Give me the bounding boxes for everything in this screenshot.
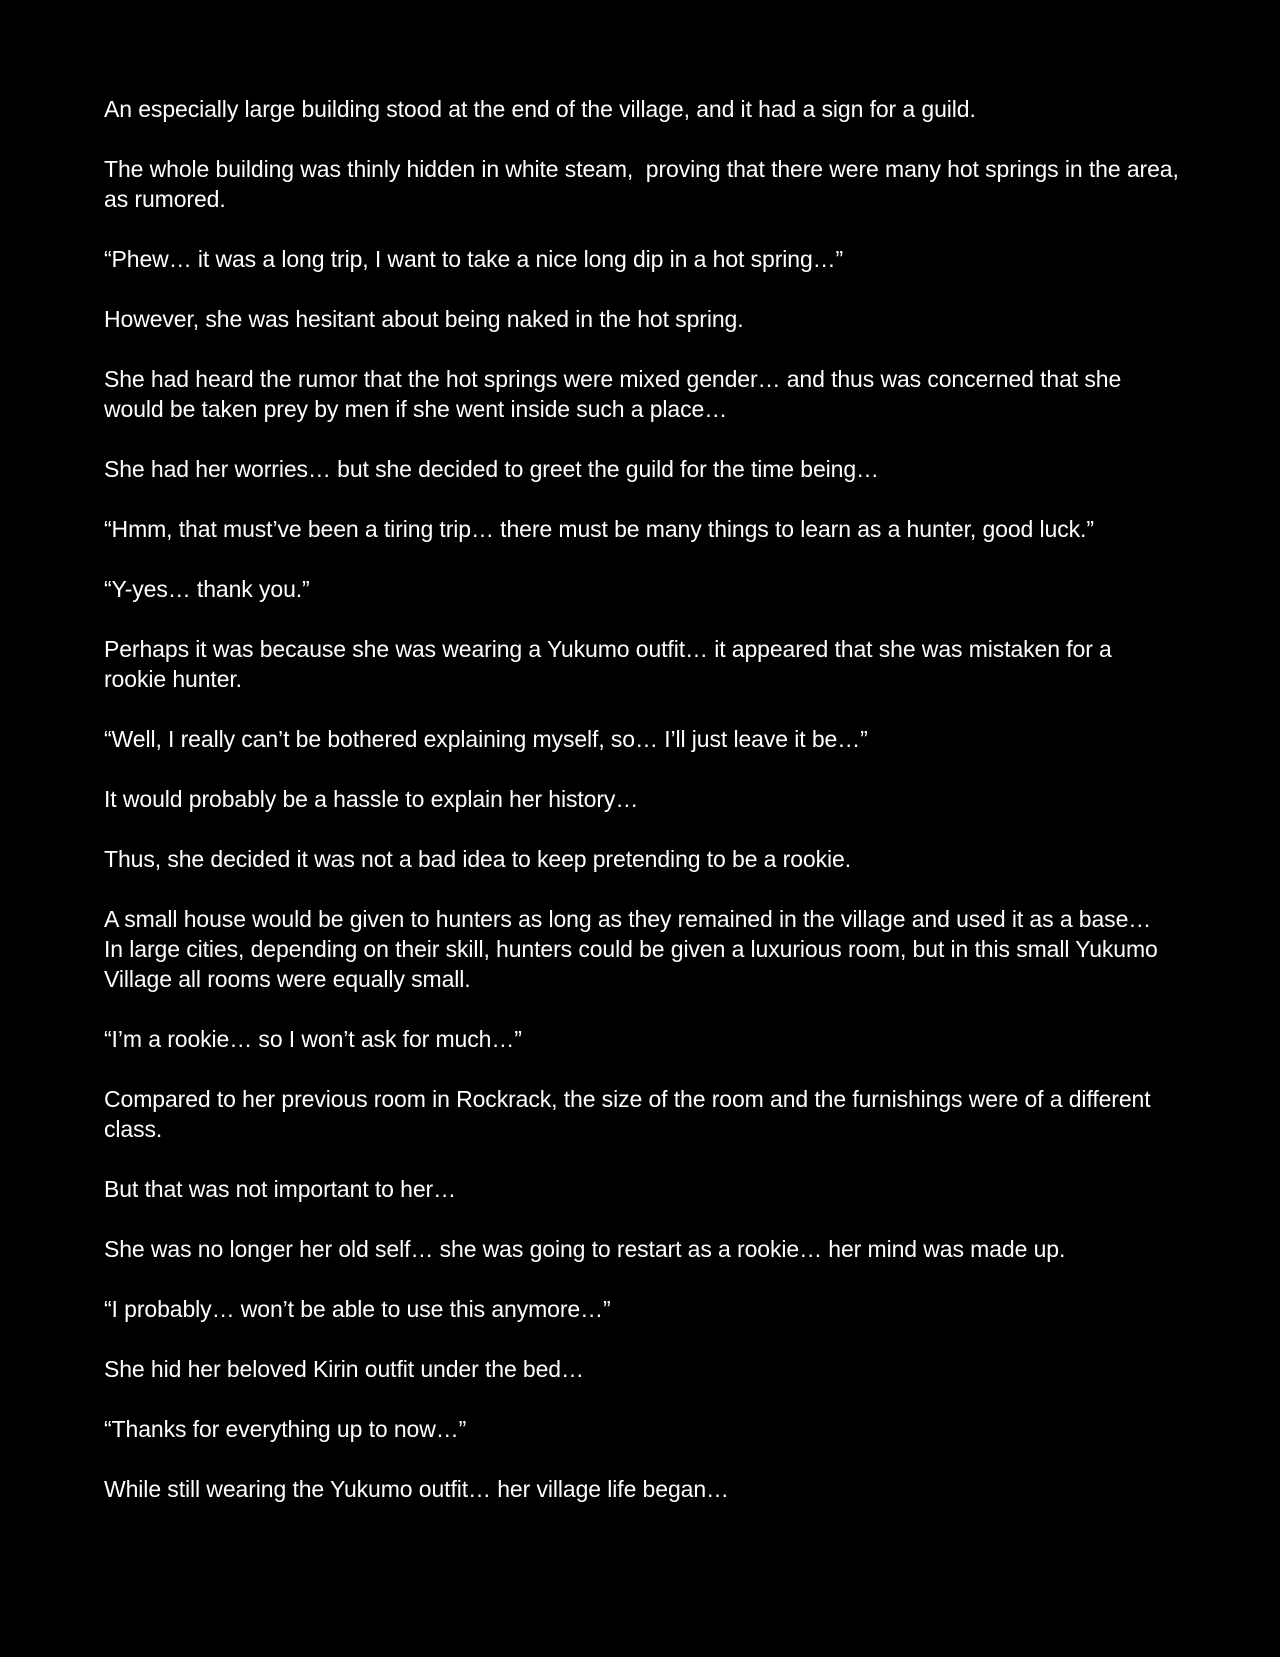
paragraph: “Thanks for everything up to now…” [104,1416,467,1442]
paragraph: An especially large building stood at the end of the village, and it had a sign for a guild. [104,96,976,122]
paragraph: Compared to her previous room in Rockrack, the size of the room and the furnishings were of a different class. [104,1086,1157,1142]
paragraph: “Y-yes… thank you.” [104,576,310,602]
paragraph: However, she was hesitant about being naked in the hot spring. [104,306,744,332]
paragraph: It would probably be a hassle to explain her history… [104,786,639,812]
paragraph: “I’m a rookie… so I won’t ask for much…” [104,1026,522,1052]
paragraph: “I probably… won’t be able to use this anymore…” [104,1296,611,1322]
paragraph: But that was not important to her… [104,1176,456,1202]
paragraph: “Well, I really can’t be bothered explaining myself, so… I’ll just leave it be…” [104,726,868,752]
paragraph: She had her worries… but she decided to greet the guild for the time being… [104,456,879,482]
paragraph: The whole building was thinly hidden in white steam, proving that there were many hot springs in the area, as rumored. [104,156,1186,212]
paragraph: “Phew… it was a long trip, I want to take a nice long dip in a hot spring…” [104,246,844,272]
paragraph: Perhaps it was because she was wearing a Yukumo outfit… it appeared that she was mistaken for a rookie hunter. [104,636,1119,692]
paragraph: A small house would be given to hunters as long as they remained in the village and used it as a base… In large cities, depending on their skill, hunters could be given a luxurious room, but in this small Yukumo Village all rooms were equally small. [104,906,1165,992]
paragraph: Thus, she decided it was not a bad idea to keep pretending to be a rookie. [104,846,851,872]
paragraph: She had heard the rumor that the hot springs were mixed gender… and thus was concerned that she would be taken prey by men if she went inside such a place… [104,366,1128,422]
paragraph: “Hmm, that must’ve been a tiring trip… there must be many things to learn as a hunter, good luck.” [104,516,1094,542]
paragraph: While still wearing the Yukumo outfit… her village life began… [104,1476,729,1502]
paragraph: She hid her beloved Kirin outfit under the bed… [104,1356,584,1382]
paragraph: She was no longer her old self… she was going to restart as a rookie… her mind was made up. [104,1236,1066,1262]
